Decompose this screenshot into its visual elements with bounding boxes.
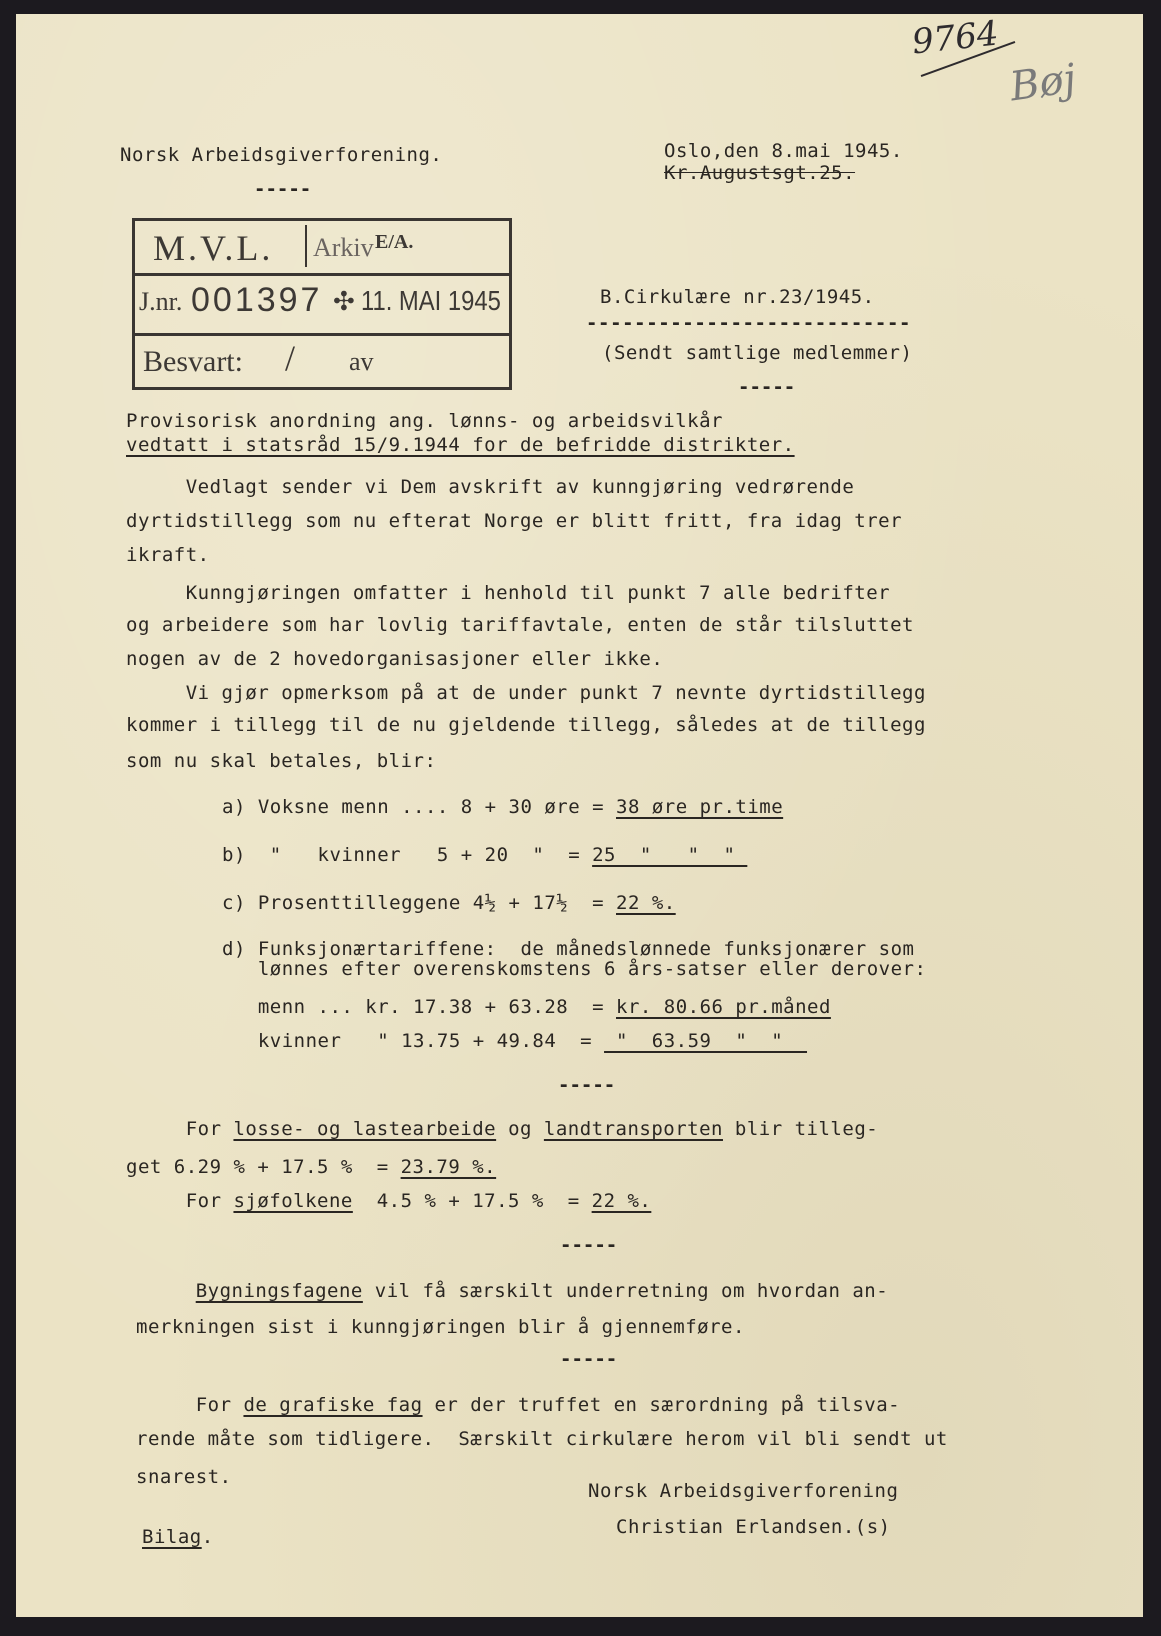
signature-org: Norsk Arbeidsgiverforening (588, 1480, 899, 1502)
stamp-received-date: 11. MAI 1945 (361, 285, 501, 316)
item-b (222, 844, 747, 866)
sender-name: Norsk Arbeidsgiverforening. (120, 144, 443, 166)
item-d-women-label: kvinner " 13.75 + 49.84 = (222, 1030, 605, 1052)
paragraph-1-line-2: dyrtidstillegg som nu efterat Norge er blitt fritt, fra idag trer (126, 510, 903, 532)
item-c-label: c) Prosenttilleggene 4½ + 17½ = (222, 892, 616, 914)
transport-lasting: losse- og lastearbeide (233, 1118, 497, 1140)
sea-subject: sjøfolkene (233, 1190, 353, 1212)
stamp-row-divider (135, 333, 509, 336)
stamp-divider (305, 225, 307, 267)
building-line-2: merkningen sist i kunngjøringen blir å gjennemføre. (136, 1316, 745, 1338)
paragraph-1-line-1: Vedlagt sender vi Dem avskrift av kunngjøring vedrørende (126, 476, 855, 498)
section-separator: ----- (558, 1074, 616, 1096)
building-indent (136, 1280, 196, 1302)
graphic-rest: er der truffet en særordning på tilsva- (422, 1394, 901, 1416)
transport-suffix: blir tilleg- (722, 1118, 879, 1140)
subject-line-2: vedtatt i statsråd 15/9.1944 for de befridde distrikter. (126, 434, 795, 456)
item-c (222, 892, 676, 914)
graphic-subject: de grafiske fag (243, 1394, 423, 1416)
stamp-row-divider (135, 273, 509, 276)
sea-calc: 4.5 % + 17.5 % = (352, 1190, 592, 1212)
circular-title-rule: --------------------------- (586, 312, 912, 334)
paragraph-1-line-3: ikraft. (126, 544, 210, 566)
item-b-result: 25 " " " (592, 844, 748, 866)
item-a-result: 38 øre pr.time (616, 796, 784, 818)
paragraph-3-line-3: som nu skal betales, blir: (126, 750, 437, 772)
stamp-archive-label: Arkiv (313, 233, 374, 262)
stamp-answered-by: av (349, 347, 374, 376)
item-a-label: a) Voksne menn .... 8 + 30 øre = (222, 796, 616, 818)
paragraph-3-line-2: kommer i tillegg til de nu gjeldende tillegg, således at de tillegg (126, 714, 926, 736)
item-d-men (222, 996, 831, 1018)
graphic-line-1 (136, 1394, 900, 1416)
stamp-answered-slash: / (285, 338, 296, 378)
date-line: Oslo,den 8.mai 1945. (664, 140, 903, 162)
handwritten-archive-number: 9764 (910, 13, 1001, 63)
item-d-women (222, 1030, 807, 1052)
stamp-archive-value: E/A. (375, 231, 414, 253)
handwritten-initials: Bøj (1007, 55, 1079, 111)
building-line-1 (136, 1280, 888, 1302)
building-subject: Bygningsfagene (195, 1280, 363, 1302)
stamp-answered-label: Besvart: (143, 345, 243, 378)
signature-name: Christian Erlandsen.(s) (616, 1516, 891, 1538)
transport-land: landtransporten (543, 1118, 723, 1140)
item-d-line-1: d) Funksjonærtariffene: de månedslønnede funksjonærer som (222, 938, 915, 960)
paragraph-2-line-2: og arbeidere som har lovlig tariffavtale, enten de står tilsluttet (126, 614, 914, 636)
recipients-rule: ----- (738, 376, 796, 398)
item-a (222, 796, 783, 818)
section-separator: ----- (560, 1234, 618, 1256)
graphic-prefix: For (136, 1394, 244, 1416)
item-d-line-2: lønnes efter overenskomstens 6 års-satser eller derover: (222, 958, 927, 980)
building-rest: vil få særskilt underretning om hvordan an- (362, 1280, 889, 1302)
received-stamp (132, 218, 512, 390)
transport-mid: og (496, 1118, 544, 1140)
stamp-org: M.V.L. (153, 228, 274, 268)
item-d-men-result: kr. 80.66 pr.måned (616, 996, 831, 1018)
enclosure-suffix: . (201, 1526, 214, 1548)
section-separator: ----- (560, 1348, 618, 1370)
transport-prefix: For (126, 1118, 234, 1140)
transport-result: 23.79 %. (400, 1156, 497, 1178)
address-line: Kr.Augustsgt.25. (664, 162, 856, 184)
sea-prefix: For (126, 1190, 234, 1212)
transport-line-2 (126, 1156, 496, 1178)
enclosure-label: Bilag (142, 1526, 202, 1548)
graphic-line-2: rende måte som tidligere. Særskilt cirkulære herom vil bli sendt ut (136, 1428, 948, 1450)
paragraph-3-line-1: Vi gjør opmerksom på at de under punkt 7 nevnte dyrtidstillegg (126, 682, 926, 704)
sender-separator: ----- (254, 178, 312, 200)
enclosure (142, 1526, 214, 1548)
item-d-men-label: menn ... kr. 17.38 + 63.28 = (222, 996, 616, 1018)
sea-result: 22 %. (591, 1190, 652, 1212)
subject-line-1: Provisorisk anordning ang. lønns- og arbeidsvilkår (126, 410, 723, 432)
transport-line-1 (126, 1118, 878, 1140)
sea-line (126, 1190, 651, 1212)
transport-calc: get 6.29 % + 17.5 % = (126, 1156, 401, 1178)
stamp-journal-label: J.nr. (139, 287, 183, 316)
item-d-women-result: " 63.59 " " (604, 1030, 808, 1052)
circular-title: B.Cirkulære nr.23/1945. (600, 286, 875, 308)
item-b-label: b) " kvinner 5 + 20 " = (222, 844, 593, 866)
stamp-journal-number: 001397 (191, 281, 323, 319)
stamp-cross-icon: ✣ (333, 287, 355, 316)
item-c-result: 22 %. (616, 892, 676, 914)
circular-recipients: (Sendt samtlige medlemmer) (602, 342, 913, 364)
paragraph-2-line-1: Kunngjøringen omfatter i henhold til punkt 7 alle bedrifter (126, 582, 891, 604)
graphic-line-3: snarest. (136, 1466, 232, 1488)
paragraph-2-line-3: nogen av de 2 hovedorganisasjoner eller ikke. (126, 648, 664, 670)
